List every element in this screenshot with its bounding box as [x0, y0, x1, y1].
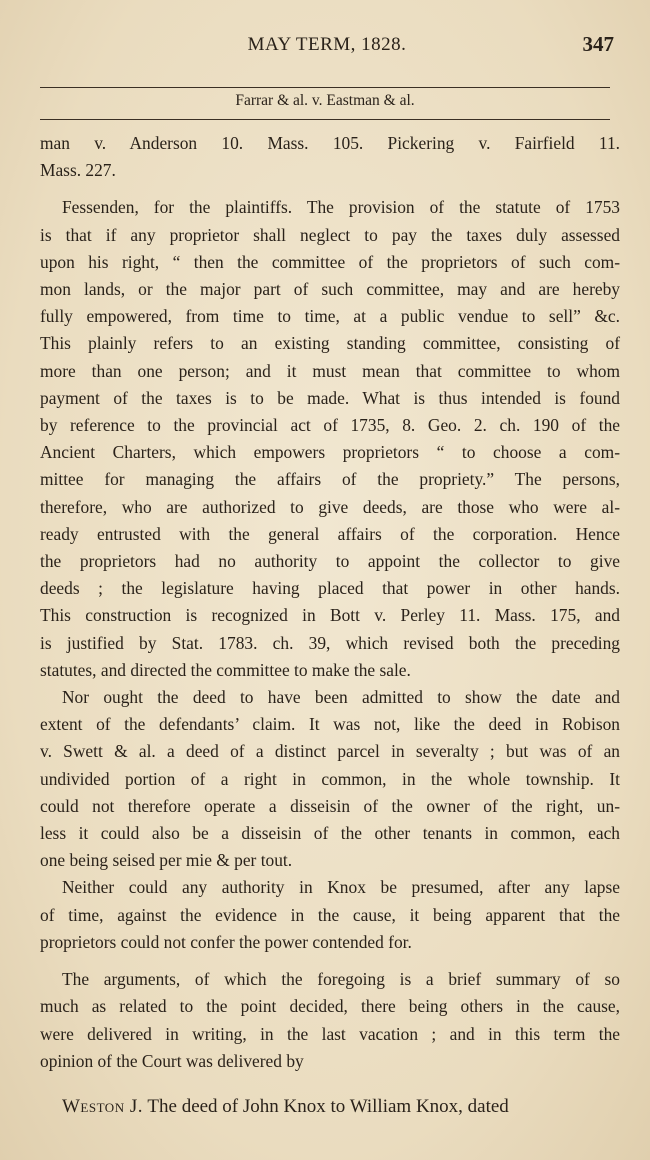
running-head: MAY TERM, 1828. — [247, 34, 407, 55]
text-line: extent of the defendants’ claim. It was not, like the deed in Robison — [40, 714, 620, 735]
text-line: Mass. 227. — [40, 160, 116, 181]
text-line: payment of the taxes is to be made. What is thus intended is found — [40, 387, 620, 408]
text-line: man v. Anderson 10. Mass. 105. Pickering v. Fairfield 11. — [40, 133, 620, 153]
judge-name: Weston J. — [62, 1096, 143, 1117]
text-line: fully empowered, from time to time, at a public vendue to sell” &c. — [40, 306, 620, 327]
text-line: upon his right, “ then the committee of the proprietors of such com- — [40, 251, 620, 272]
text-line: The arguments, of which the foregoing is a brief summary of so — [62, 969, 620, 990]
text-line: v. Swett & al. a deed of a distinct parcel in severalty ; but was of an — [40, 741, 620, 762]
page-header — [40, 34, 614, 64]
text-line: Fessenden, for the plaintiffs. The provision of the statute of 1753 — [62, 197, 620, 218]
opinion-text: The deed of John Knox to William Knox, dated — [147, 1096, 509, 1117]
text-line: less it could also be a disseisin of the other tenants in common, each — [40, 823, 620, 844]
text-line: could not therefore operate a disseisin of the owner of the right, un- — [40, 795, 620, 816]
opinion-start — [62, 1096, 610, 1118]
text-line: Neither could any authority in Knox be presumed, after any lapse — [62, 877, 620, 898]
text-line: mon lands, or the major part of such committee, may and are hereby — [40, 279, 620, 300]
text-line: Ancient Charters, which empowers proprietors “ to choose a com- — [40, 442, 620, 463]
page-number: 347 — [582, 32, 614, 56]
text-line: therefore, who are authorized to give deeds, are those who were al- — [40, 496, 620, 517]
text-line: undivided portion of a right in common, in the whole township. It — [40, 768, 620, 789]
text-line: statutes, and directed the committee to make the sale. — [40, 659, 411, 680]
text-line: proprietors could not confer the power contended for. — [40, 931, 412, 952]
text-line: This construction is recognized in Bott v. Perley 11. Mass. 175, and — [40, 605, 620, 626]
text-line: opinion of the Court was delivered by — [40, 1050, 304, 1071]
text-line: were delivered in writing, in the last vacation ; and in this term the — [40, 1023, 620, 1044]
case-title: Farrar & al. v. Eastman & al. — [235, 92, 415, 109]
text-line: by reference to the provincial act of 1735, 8. Geo. 2. ch. 190 of the — [40, 415, 620, 436]
text-line: ready entrusted with the general affairs of the corporation. Hence — [40, 523, 620, 544]
text-line: the proprietors had no authority to appoint the collector to give — [40, 551, 620, 572]
text-line: deeds ; the legislature having placed that power in other hands. — [40, 578, 620, 599]
text-line: is justified by Stat. 1783. ch. 39, which revised both the preceding — [40, 632, 620, 653]
text-line: mittee for managing the affairs of the propriety.” The persons, — [40, 469, 620, 490]
header-rule-top — [40, 87, 610, 88]
text-line: is that if any proprietor shall neglect to pay the taxes duly assessed — [40, 224, 620, 245]
body-text — [40, 130, 620, 1075]
text-line: more than one person; and it must mean that committee to whom — [40, 360, 620, 381]
header-rule-bottom — [40, 119, 610, 120]
text-line: much as related to the point decided, there being others in the cause, — [40, 996, 620, 1017]
text-line: This plainly refers to an existing standing committee, consisting of — [40, 333, 620, 354]
text-line: one being seised per mie & per tout. — [40, 850, 293, 871]
text-line: of time, against the evidence in the cause, it being apparent that the — [40, 904, 620, 925]
text-line: Nor ought the deed to have been admitted to show the date and — [62, 687, 620, 708]
